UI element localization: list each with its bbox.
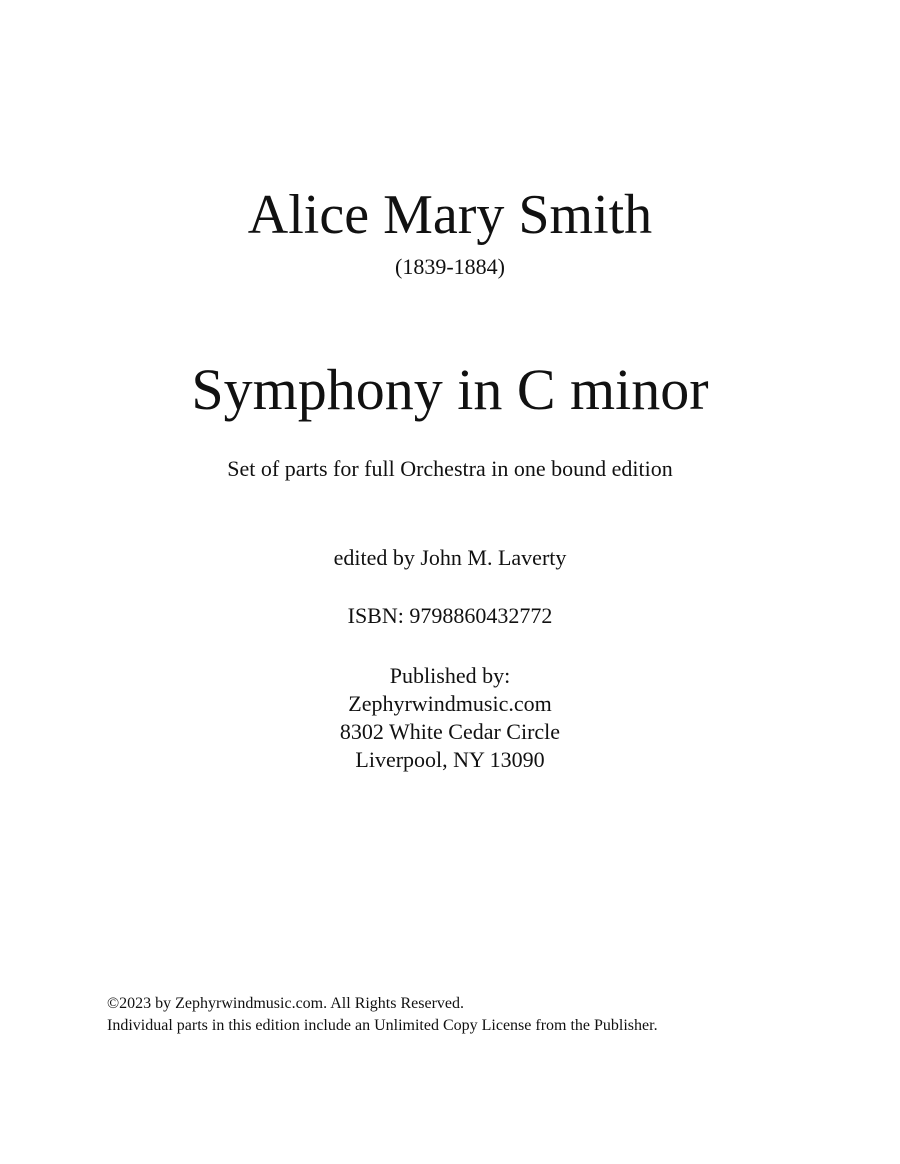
publisher-city: Liverpool, NY 13090 [355, 747, 545, 772]
editor-credit: edited by John M. Laverty [333, 545, 567, 570]
isbn: ISBN: 9798860432772 [347, 603, 553, 628]
work-title: Symphony in C minor [191, 357, 709, 422]
publisher-street: 8302 White Cedar Circle [339, 719, 561, 744]
footer [107, 993, 658, 1037]
publisher-name: Zephyrwindmusic.com [348, 691, 552, 716]
publisher-block [0, 662, 900, 774]
composer-name: Alice Mary Smith [247, 184, 653, 246]
composer-dates: (1839-1884) [395, 254, 505, 279]
work-subtitle: Set of parts for full Orchestra in one bound edition [227, 456, 673, 481]
license-notice: Individual parts in this edition include an Unlimited Copy License from the Publisher. [107, 1017, 658, 1034]
publisher-heading: Published by: [389, 663, 511, 688]
copyright-notice: ©2023 by Zephyrwindmusic.com. All Rights Reserved. [107, 995, 465, 1012]
